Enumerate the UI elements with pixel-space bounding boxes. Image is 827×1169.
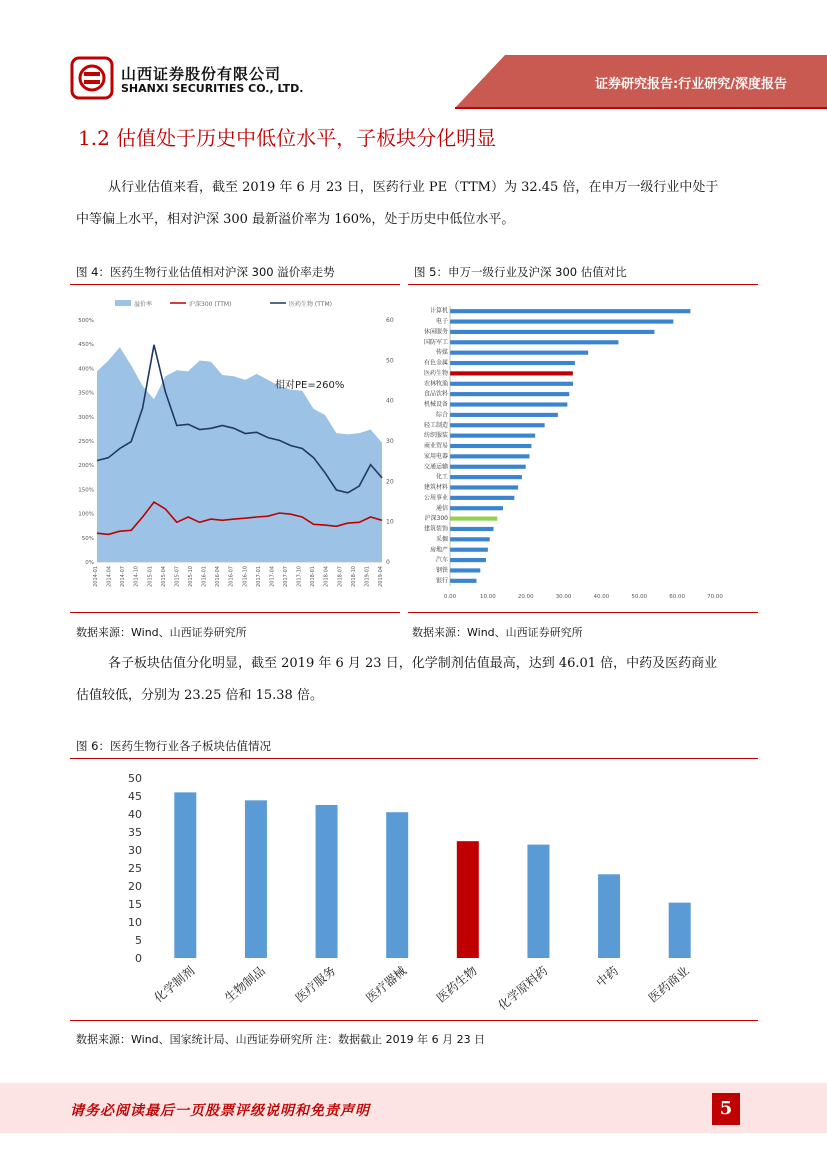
category-label: 化学制剂 [151,963,198,1006]
bar-公用事业 [450,496,514,500]
fig6-caption: 图 6：医药生物行业各子板块估值情况 [76,739,271,753]
category-label: 建筑材料 [423,484,448,492]
category-label: 采掘 [435,535,448,543]
bar-化学原料药 [527,845,549,958]
fig5-x-axis [444,306,723,600]
y-tick-label: 40 [128,808,142,821]
fig6-bottom-rule [70,1020,758,1021]
bar-家用电器 [450,454,530,458]
y-tick-label: 50 [128,772,142,785]
bar-有色金属 [450,361,575,365]
bar-食品饮料 [450,392,569,396]
bar-综合 [450,413,558,417]
fig4-x-axis [93,562,384,587]
fig5-top-rule [408,284,758,285]
legend-swatch-premium [115,300,131,306]
fig4-chart [70,290,400,608]
y-tick-label: 25 [128,862,142,875]
category-label: 医疗器械 [363,963,410,1006]
section-title: 1.2 估值处于历史中低位水平，子板块分化明显 [78,126,497,150]
category-label: 沪深300 [424,515,448,523]
bar-建筑装饰 [450,527,494,531]
x-tick-label: 60.00 [669,594,686,600]
y-tick-label: 0 [135,952,142,965]
bar-建筑材料 [450,485,518,489]
bar-医药生物 [457,841,479,958]
category-label: 医药生物 [433,963,480,1006]
category-label: 通信 [435,504,448,512]
y-right-tick-label: 40 [386,397,394,405]
y-right-tick-label: 60 [386,317,394,324]
x-tick-label: 2018-07 [337,566,344,587]
x-tick-label: 2019-04 [378,566,384,587]
x-tick-label: 2017-10 [296,566,303,587]
fig6-x-axis [151,963,692,1013]
bar-沪深300 [450,517,497,521]
fig6-chart [70,762,758,1018]
bar-中药 [598,874,620,958]
legend-label-premium: 溢价率 [134,301,153,308]
x-tick-label: 2015-01 [147,566,154,587]
bar-医药生物 [450,371,573,375]
y-tick-label: 35 [128,826,142,839]
x-tick-label: 30.00 [555,594,572,600]
y-left-tick-label: 350% [78,390,94,397]
category-label: 农林牧渔 [423,380,448,388]
bar-农林牧渔 [450,382,573,386]
bar-化工 [450,475,522,479]
category-label: 交通运输 [423,463,448,471]
bar-纺织服装 [450,434,535,438]
fig4-bottom-rule [70,612,400,613]
fig5-bottom-rule [408,612,758,613]
y-right-tick-label: 30 [386,438,394,445]
y-tick-label: 20 [128,880,142,893]
x-tick-label: 50.00 [631,594,648,600]
fig5-bars [424,307,690,585]
x-tick-label: 20.00 [517,594,534,600]
x-tick-label: 70.00 [707,594,723,600]
category-label: 中药 [593,963,621,990]
report-type: 证券研究报告:行业研究/深度报告 [595,77,787,92]
bar-生物制品 [245,800,267,958]
bar-交通运输 [450,465,526,469]
category-label: 电子 [435,318,448,326]
fig5-source: 数据来源：Wind、山西证券研究所 [412,626,583,639]
fig4-top-rule [70,284,400,285]
category-label: 传媒 [435,349,448,357]
category-label: 汽车 [435,556,448,564]
y-left-tick-label: 100% [78,511,94,518]
fig4-y-axis-right [386,317,394,566]
bar-传媒 [450,351,588,355]
y-tick-label: 45 [128,790,142,803]
fig6-source: 数据来源：Wind、国家统计局、山西证券研究所 注：数据截止 2019 年 6 月 23 日 [76,1033,486,1046]
category-label: 医药生物 [423,369,448,377]
fig6-bars [174,792,690,958]
x-tick-label: 2014-04 [106,566,113,587]
category-label: 化工 [435,473,448,481]
fig4-annotation: 相对PE=260% [275,380,345,391]
bar-房地产 [450,548,488,552]
fig5-caption: 图 5：申万一级行业及沪深 300 估值对比 [414,265,627,279]
bar-钢铁 [450,568,480,572]
fig4-caption: 图 4：医药生物行业估值相对沪深 300 溢价率走势 [76,265,335,279]
y-left-tick-label: 400% [78,366,94,373]
paragraph-2-line-1: 各子板块估值分化明显，截至 2019 年 6 月 23 日，化学制剂估值最高，达到 46.01 倍，中药及医药商业 [108,656,718,671]
x-tick-label: 2014-10 [133,566,140,587]
y-left-tick-label: 500% [78,318,94,324]
y-tick-label: 15 [128,898,142,911]
y-left-tick-label: 200% [78,463,94,470]
bar-轻工制造 [450,423,545,427]
y-right-tick-label: 20 [386,478,394,486]
category-label: 公用事业 [423,494,448,502]
category-label: 生物制品 [222,963,268,1006]
x-tick-label: 2017-04 [269,566,276,587]
category-label: 钢铁 [435,567,448,574]
bar-采掘 [450,537,490,541]
y-tick-label: 10 [128,916,142,929]
bar-机械设备 [450,402,567,406]
company-name-cn: 山西证券股份有限公司 [121,65,282,83]
category-label: 房地产 [429,546,448,554]
x-tick-label: 2017-07 [283,566,289,587]
company-name-en: SHANXI SECURITIES CO., LTD. [121,82,304,95]
y-tick-label: 5 [135,934,142,947]
fig4-y-axis-left [78,318,94,566]
category-label: 纺织服装 [423,432,448,440]
paragraph-1-line-2: 中等偏上水平，相对沪深 300 最新溢价率为 160%，处于历史中低位水平。 [76,212,515,227]
x-tick-label: 2016-04 [215,566,222,587]
bar-商业贸易 [450,444,531,448]
category-label: 建筑装饰 [423,525,448,533]
x-tick-label: 10.00 [479,594,496,600]
category-label: 国防军工 [423,338,448,346]
x-tick-label: 2014-01 [93,566,99,587]
fig6-y-axis [128,772,142,965]
y-left-tick-label: 450% [78,342,94,349]
x-tick-label: 2015-10 [188,566,194,587]
x-tick-label: 2016-01 [201,566,208,587]
fig4-source: 数据来源：Wind、山西证券研究所 [76,626,247,639]
x-tick-label: 2016-07 [228,566,235,587]
paragraph-2-line-2: 估值较低，分别为 23.25 倍和 15.38 倍。 [76,688,323,703]
page-header [0,0,827,110]
x-tick-label: 2019-01 [364,566,371,587]
x-tick-label: 2016-10 [242,566,249,587]
fig5-chart [408,290,758,608]
bar-医疗服务 [316,805,338,958]
category-label: 有色金属 [423,359,448,367]
category-label: 休闲服务 [423,328,448,336]
bar-通信 [450,506,503,510]
company-logo-icon [72,58,112,98]
bar-电子 [450,319,673,323]
x-tick-label: 2015-04 [160,566,167,587]
y-tick-label: 30 [128,844,142,857]
category-label: 食品饮料 [423,390,448,398]
category-label: 医药商业 [645,963,692,1006]
bar-计算机 [450,309,690,313]
category-label: 轻工制造 [423,421,448,429]
category-label: 机械设备 [423,401,448,409]
fig6-top-rule [70,758,758,759]
bar-银行 [450,579,477,583]
x-tick-label: 2018-04 [323,566,330,587]
x-tick-label: 2017-01 [255,566,262,587]
x-tick-label: 2014-07 [120,566,127,587]
category-label: 化学原料药 [495,963,551,1013]
fig4-legend [115,300,332,308]
bar-休闲服务 [450,330,654,334]
category-label: 计算机 [429,307,448,315]
x-tick-label: 0.00 [443,594,457,600]
category-label: 家用电器 [423,452,448,460]
legend-label-pharma: 医药生物 (TTM) [289,301,332,308]
bar-化学制剂 [174,792,196,958]
y-right-tick-label: 10 [386,518,394,526]
paragraph-1-line-1: 从行业估值来看，截至 2019 年 6 月 23 日，医药行业 PE（TTM）为 32.45 倍，在申万一级行业中处于 [108,180,719,195]
y-right-tick-label: 0 [386,559,390,566]
y-left-tick-label: 250% [78,439,94,445]
bar-国防军工 [450,340,618,344]
bar-汽车 [450,558,486,562]
y-left-tick-label: 0% [85,560,94,566]
category-label: 银行 [435,577,448,585]
x-tick-label: 2015-07 [174,566,181,587]
x-tick-label: 40.00 [593,594,610,600]
y-left-tick-label: 150% [78,487,94,494]
page-number: 5 [712,1093,740,1125]
y-left-tick-label: 300% [78,414,94,421]
category-label: 商业贸易 [423,442,448,450]
bar-医药商业 [669,903,691,958]
bar-医疗器械 [386,812,408,958]
x-tick-label: 2018-01 [310,566,317,587]
y-right-tick-label: 50 [386,357,394,365]
x-tick-label: 2018-10 [350,566,357,587]
category-label: 综合 [435,411,448,419]
y-left-tick-label: 50% [81,535,94,542]
category-label: 医疗服务 [292,963,339,1006]
disclaimer-link[interactable]: 请务必阅读最后一页股票评级说明和免责声明 [70,1103,370,1119]
legend-label-hs300: 沪深300 (TTM) [189,301,232,308]
